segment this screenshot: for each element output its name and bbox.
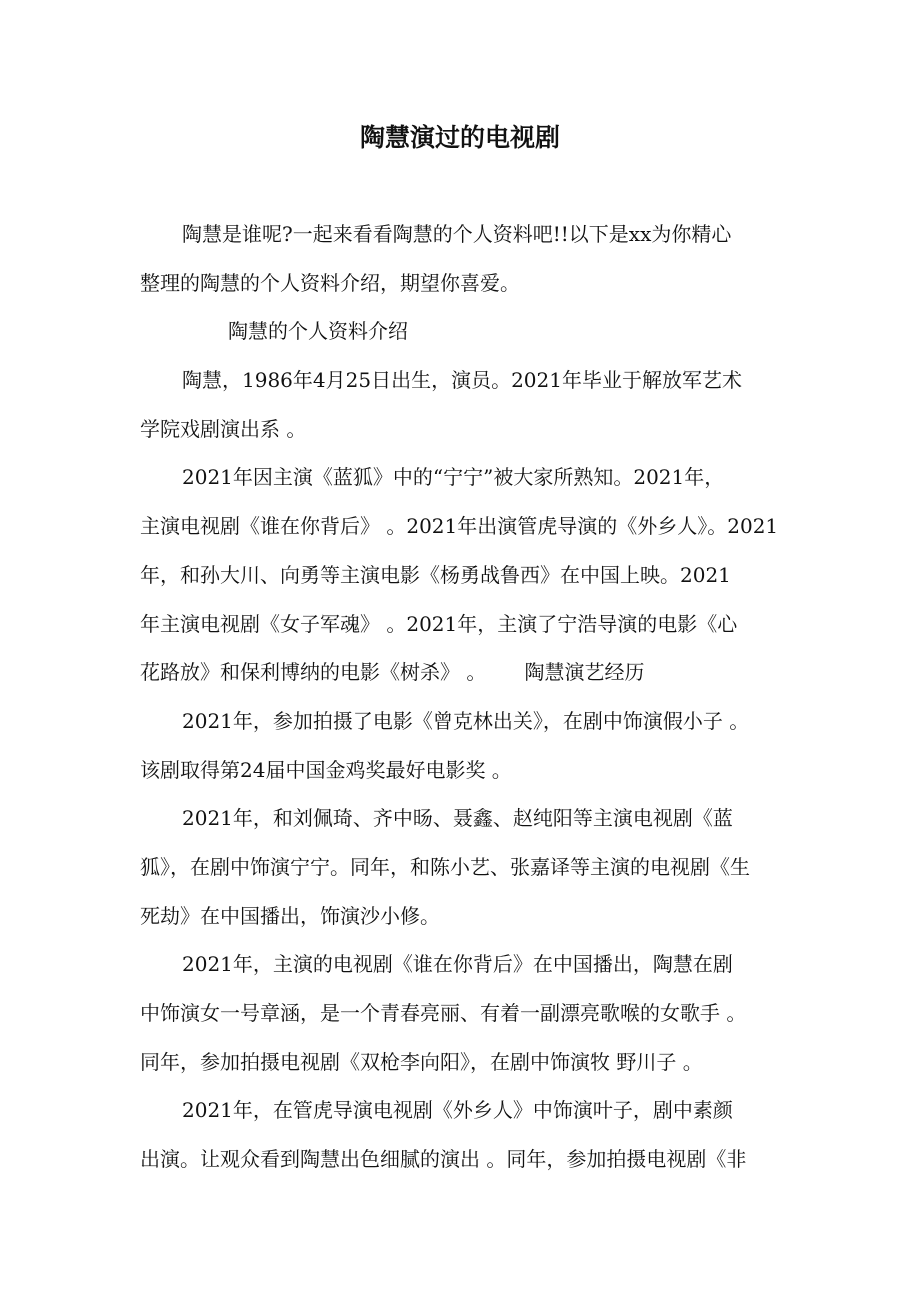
body-line: 花路放》和保利博纳的电影《树杀》 。 陶慧演艺经历 bbox=[140, 660, 645, 685]
body-line: 同年，参加拍摄电视剧《双枪李向阳》，在剧中饰演牧 野川子 。 bbox=[140, 1049, 703, 1074]
body-line: 整理的陶慧的个人资料介绍，期望你喜爱。 bbox=[140, 270, 520, 295]
document-body bbox=[140, 216, 785, 1190]
body-line: 2021年，参加拍摄了电影《曾克林出关》，在剧中饰演假小子 。 bbox=[182, 708, 750, 733]
body-line: 陶慧的个人资料介绍 bbox=[228, 319, 408, 344]
document-title: 陶慧演过的电视剧 bbox=[359, 123, 560, 152]
body-line: 陶慧是谁呢?一起来看看陶慧的个人资料吧!!以下是xx为你精心 bbox=[182, 222, 732, 246]
body-line: 2021年，和刘佩琦、齐中旸、聂鑫、赵纯阳等主演电视剧《蓝 bbox=[182, 806, 733, 831]
body-line: 狐》，在剧中饰演宁宁。同年，和陈小艺、张嘉译等主演的电视剧《生 bbox=[140, 854, 750, 879]
body-line: 2021年因主演《蓝狐》中的“宁宁”被大家所熟知。2021年， bbox=[182, 465, 725, 490]
body-line: 学院戏剧演出系 。 bbox=[140, 416, 307, 441]
body-line: 年主演电视剧《女子军魂》 。2021年，主演了宁浩导演的电影《心 bbox=[140, 611, 738, 636]
body-line: 该剧取得第24届中国金鸡奖最好电影奖 。 bbox=[140, 757, 512, 782]
body-line: 主演电视剧《谁在你背后》 。2021年出演管虎导演的《外乡人》。2021 bbox=[140, 514, 779, 539]
body-line: 死劫》在中国播出，饰演沙小修。 bbox=[140, 903, 440, 928]
body-line: 陶慧，1986年4月25日出生，演员。2021年毕业于解放军艺术 bbox=[182, 368, 742, 393]
body-line: 出演。让观众看到陶慧出色细腻的演出 。同年，参加拍摄电视剧《非 bbox=[140, 1147, 747, 1172]
body-line: 年，和孙大川、向勇等主演电影《杨勇战鲁西》在中国上映。2021 bbox=[140, 562, 731, 587]
body-line: 中饰演女一号章涵，是一个青春亮丽、有着一副漂亮歌喉的女歌手 。 bbox=[140, 1001, 747, 1025]
body-line: 2021年，主演的电视剧《谁在你背后》在中国播出，陶慧在剧 bbox=[182, 952, 733, 977]
body-line: 2021年，在管虎导演电视剧《外乡人》中饰演叶子，剧中素颜 bbox=[182, 1098, 733, 1123]
